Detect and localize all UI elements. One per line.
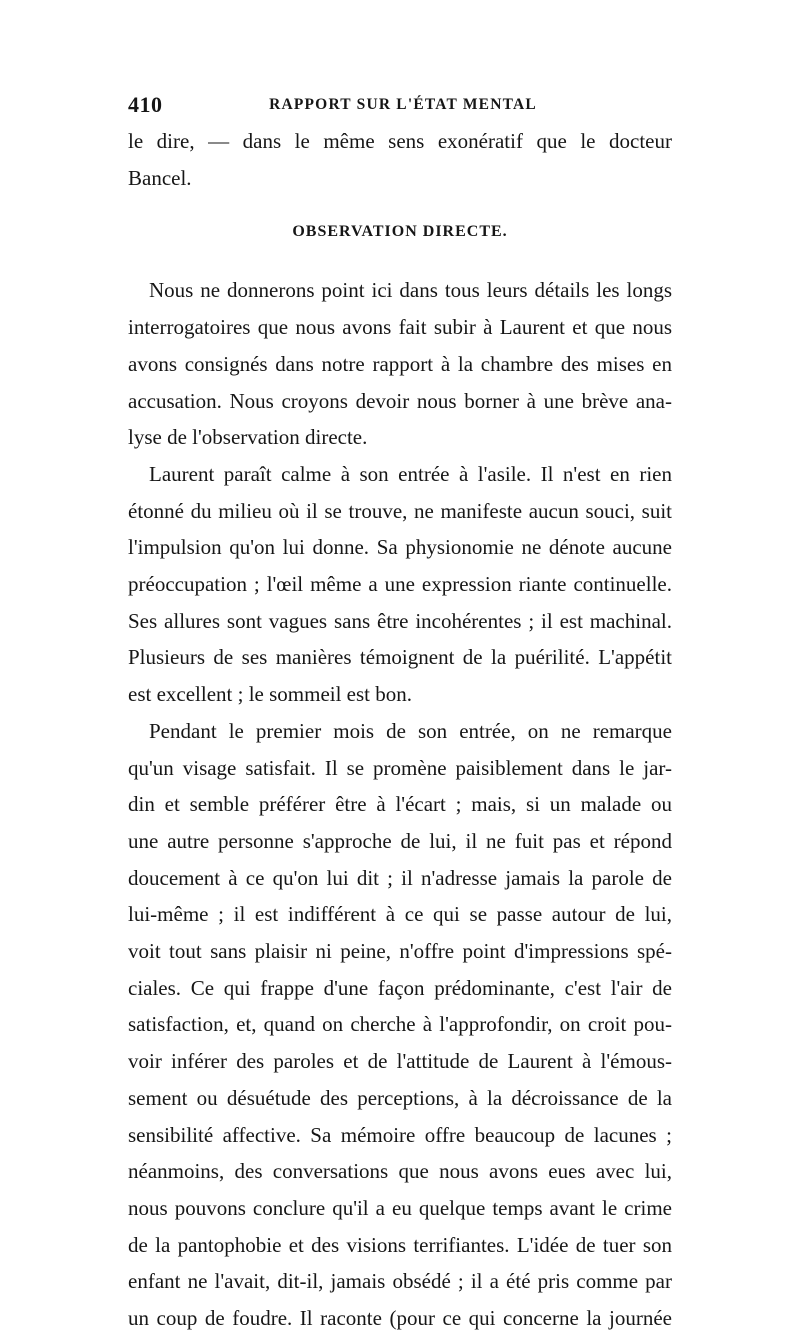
text-line: le dire, — dans le même sens exonératif que le docteur bbox=[128, 129, 672, 153]
text-line: néanmoins, des conversations que nous avons eues avec lui, bbox=[128, 1159, 672, 1184]
text-line: accusation. Nous croyons devoir nous borner à une brève ana- bbox=[128, 388, 672, 413]
text-line: Ses allures sont vagues sans être incohérentes ; il est machinal. bbox=[128, 608, 672, 633]
text-line: nous pouvons conclure qu'il a eu quelque temps avant le crime bbox=[128, 1195, 672, 1220]
text-line: de la pantophobie et des visions terrifiantes. L'idée de tuer son bbox=[128, 1232, 672, 1257]
text-line: enfant ne l'avait, dit-il, jamais obsédé ; il a été pris comme par bbox=[128, 1269, 672, 1294]
section-heading: OBSERVATION DIRECTE. bbox=[292, 223, 508, 241]
text-line: Laurent paraît calme à son entrée à l'asile. Il n'est en rien bbox=[149, 461, 672, 486]
running-head: RAPPORT SUR L'ÉTAT MENTAL bbox=[269, 96, 537, 113]
text-line: avons consignés dans notre rapport à la chambre des mises en bbox=[128, 351, 672, 376]
text-line: Plusieurs de ses manières témoignent de la puérilité. L'appétit bbox=[128, 645, 672, 670]
text-line: ciales. Ce qui frappe d'une façon prédominante, c'est l'air de bbox=[128, 975, 672, 1000]
text-line: l'impulsion qu'on lui donne. Sa physionomie ne dénote aucune bbox=[128, 535, 672, 560]
page-header bbox=[128, 92, 678, 122]
text-line: lyse de l'observation directe. bbox=[128, 425, 368, 450]
text-line: voir inférer des paroles et de l'attitude de Laurent à l'émous- bbox=[128, 1049, 672, 1074]
text-line: sement ou désuétude des perceptions, à la décroissance de la bbox=[128, 1085, 672, 1110]
text-line: Nous ne donnerons point ici dans tous leurs détails les longs bbox=[149, 278, 672, 303]
text-line: voit tout sans plaisir ni peine, n'offre point d'impressions spé- bbox=[128, 939, 672, 964]
text-line: préoccupation ; l'œil même a une expression riante continuelle. bbox=[128, 572, 672, 597]
page-number: 410 bbox=[128, 92, 163, 117]
text-line: est excellent ; le sommeil est bon. bbox=[128, 682, 413, 707]
text-line: sensibilité affective. Sa mémoire offre beaucoup de lacunes ; bbox=[128, 1122, 672, 1147]
text-line: lui-même ; il est indifférent à ce qui se passe autour de lui, bbox=[128, 902, 672, 927]
text-line: satisfaction, et, quand on cherche à l'approfondir, on croit pou- bbox=[128, 1012, 672, 1037]
body-text bbox=[128, 123, 672, 1337]
text-line: Pendant le premier mois de son entrée, on ne remarque bbox=[149, 718, 672, 743]
text-line: qu'un visage satisfait. Il se promène paisiblement dans le jar- bbox=[128, 755, 672, 780]
text-line: doucement à ce qu'on lui dit ; il n'adresse jamais la parole de bbox=[128, 865, 672, 890]
text-line: une autre personne s'approche de lui, il ne fuit pas et répond bbox=[128, 828, 672, 853]
text-line: din et semble préférer être à l'écart ; mais, si un malade ou bbox=[128, 792, 672, 817]
text-line: interrogatoires que nous avons fait subir à Laurent et que nous bbox=[128, 315, 672, 340]
text-line: un coup de foudre. Il raconte (pour ce qui concerne la journée bbox=[128, 1306, 672, 1331]
text-line: Bancel. bbox=[128, 165, 192, 190]
text-line: étonné du milieu où il se trouve, ne manifeste aucun souci, suit bbox=[128, 498, 672, 523]
